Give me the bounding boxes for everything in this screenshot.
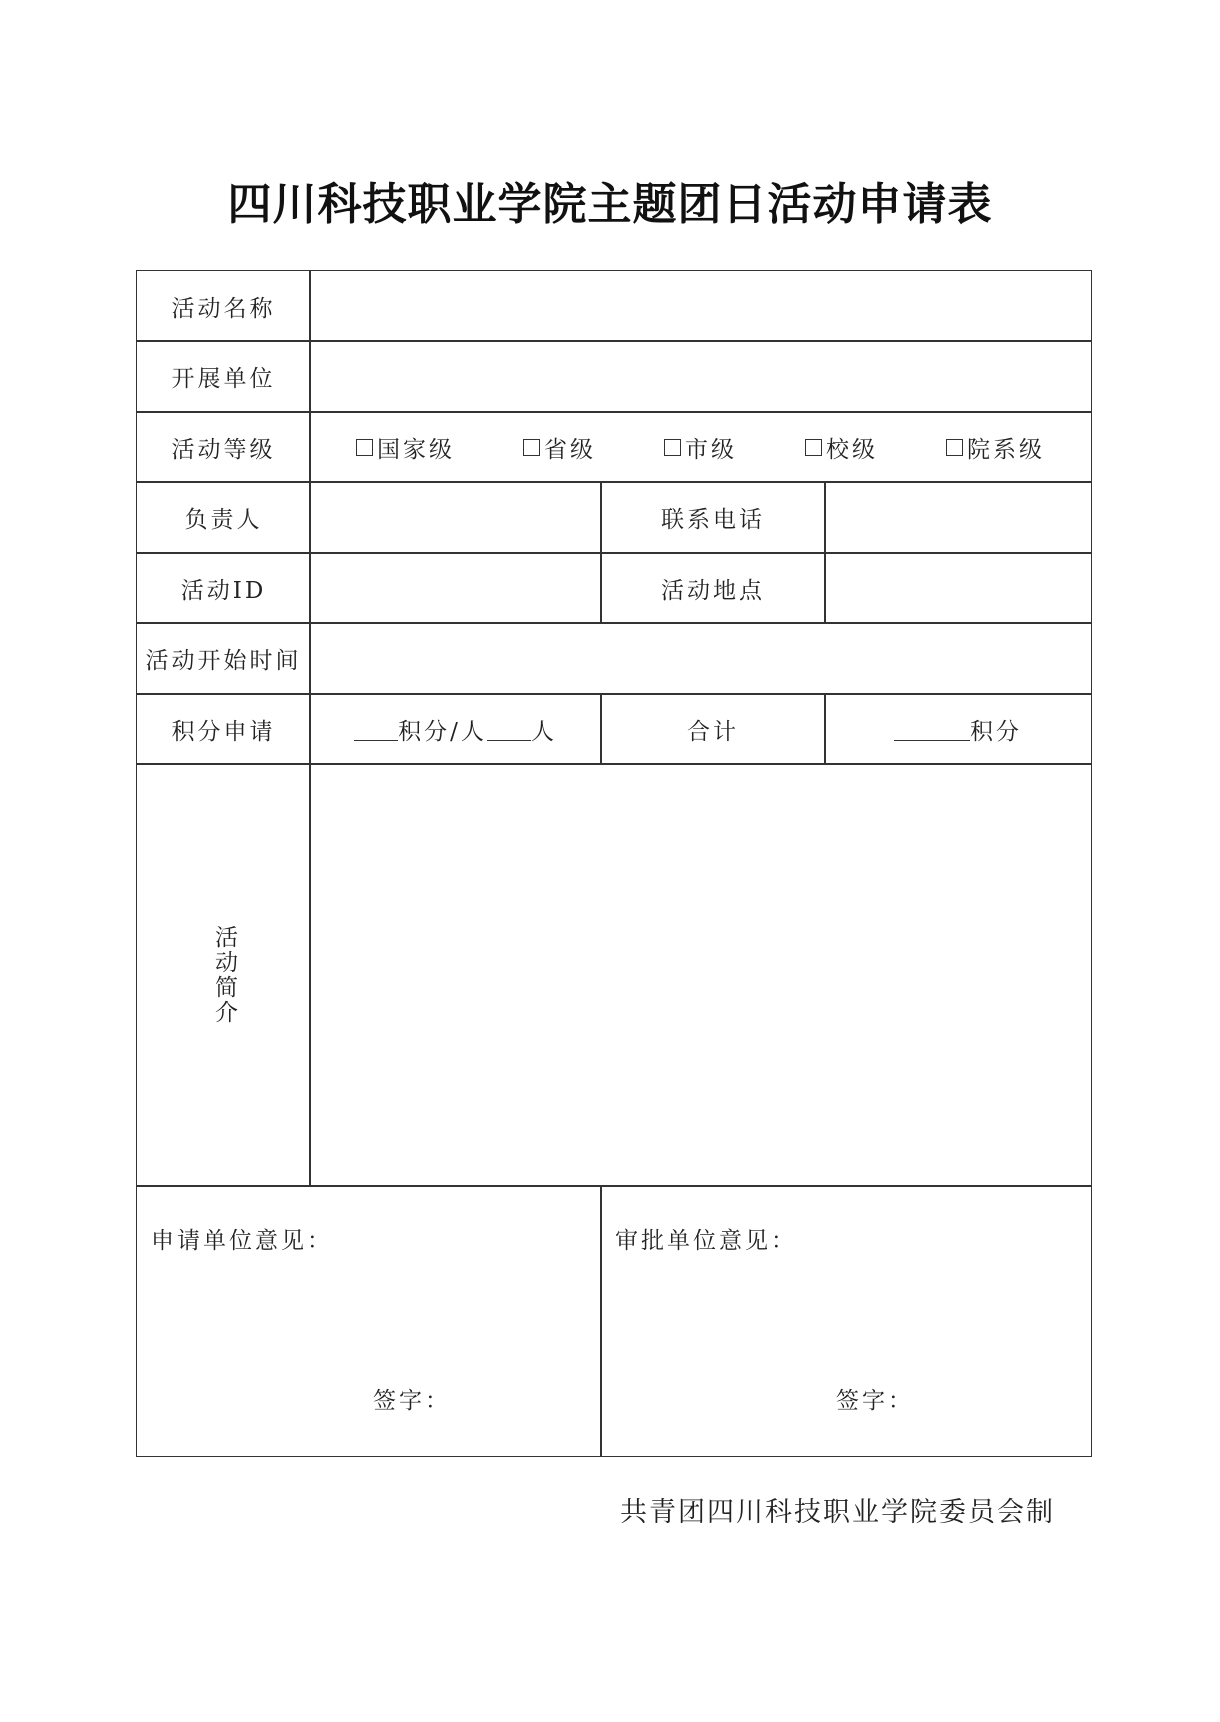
- level-label: 国家级: [377, 436, 455, 463]
- label-total: 合计: [600, 693, 826, 765]
- label-person-in-charge: 负责人: [136, 481, 311, 554]
- checkbox-icon[interactable]: [805, 439, 822, 456]
- checkbox-icon[interactable]: [523, 439, 540, 456]
- approver-opinion-box[interactable]: [600, 1185, 1092, 1457]
- level-option-provincial[interactable]: [523, 431, 596, 464]
- person-unit: 人: [530, 718, 557, 745]
- checkbox-icon[interactable]: [664, 439, 681, 456]
- points-per-person-cell: [309, 693, 602, 765]
- form-title: 四川科技职业学院主题团日活动申请表: [227, 179, 993, 230]
- level-option-department[interactable]: [946, 431, 1045, 464]
- label-activity-location: 活动地点: [600, 552, 826, 624]
- total-points-cell: [824, 693, 1092, 765]
- points-per-person-label: 积分/人: [398, 718, 487, 745]
- label-activity-intro-cell: [136, 763, 311, 1187]
- level-label: 市级: [685, 436, 737, 463]
- activity-location-field[interactable]: [824, 552, 1092, 624]
- activity-intro-field[interactable]: [309, 763, 1092, 1187]
- issuer-footer: 共青团四川科技职业学院委员会制: [620, 1497, 1055, 1528]
- organizer-field[interactable]: [309, 340, 1092, 413]
- label-points-application: 积分申请: [136, 693, 311, 765]
- contact-phone-field[interactable]: [824, 481, 1092, 554]
- label-activity-level: 活动等级: [136, 411, 311, 483]
- total-points-unit: 积分: [970, 718, 1022, 745]
- points-blank[interactable]: [354, 718, 398, 741]
- approver-signature-label: 签字：: [836, 1388, 914, 1414]
- checkbox-icon[interactable]: [946, 439, 963, 456]
- activity-name-field[interactable]: [309, 270, 1092, 342]
- activity-level-options: [309, 411, 1092, 483]
- label-activity-intro: 活动简介: [211, 925, 237, 1025]
- label-start-time: 活动开始时间: [136, 622, 311, 695]
- activity-id-field[interactable]: [309, 552, 602, 624]
- level-label: 院系级: [967, 436, 1045, 463]
- start-time-field[interactable]: [309, 622, 1092, 695]
- applicant-signature-label: 签字：: [373, 1388, 451, 1414]
- person-in-charge-field[interactable]: [309, 481, 602, 554]
- people-count-blank[interactable]: [487, 718, 531, 741]
- level-option-national[interactable]: [356, 431, 455, 464]
- label-contact-phone: 联系电话: [600, 481, 826, 554]
- applicant-opinion-label: 申请单位意见：: [151, 1228, 333, 1254]
- approver-opinion-label: 审批单位意见：: [615, 1228, 797, 1254]
- level-option-city[interactable]: [664, 431, 737, 464]
- level-label: 校级: [826, 436, 878, 463]
- checkbox-icon[interactable]: [356, 439, 373, 456]
- applicant-opinion-box[interactable]: [136, 1185, 602, 1457]
- label-activity-name: 活动名称: [136, 270, 311, 342]
- level-label: 省级: [544, 436, 596, 463]
- total-points-blank[interactable]: [894, 718, 970, 741]
- label-organizer: 开展单位: [136, 340, 311, 413]
- label-activity-id: 活动ID: [136, 552, 311, 624]
- level-option-school[interactable]: [805, 431, 878, 464]
